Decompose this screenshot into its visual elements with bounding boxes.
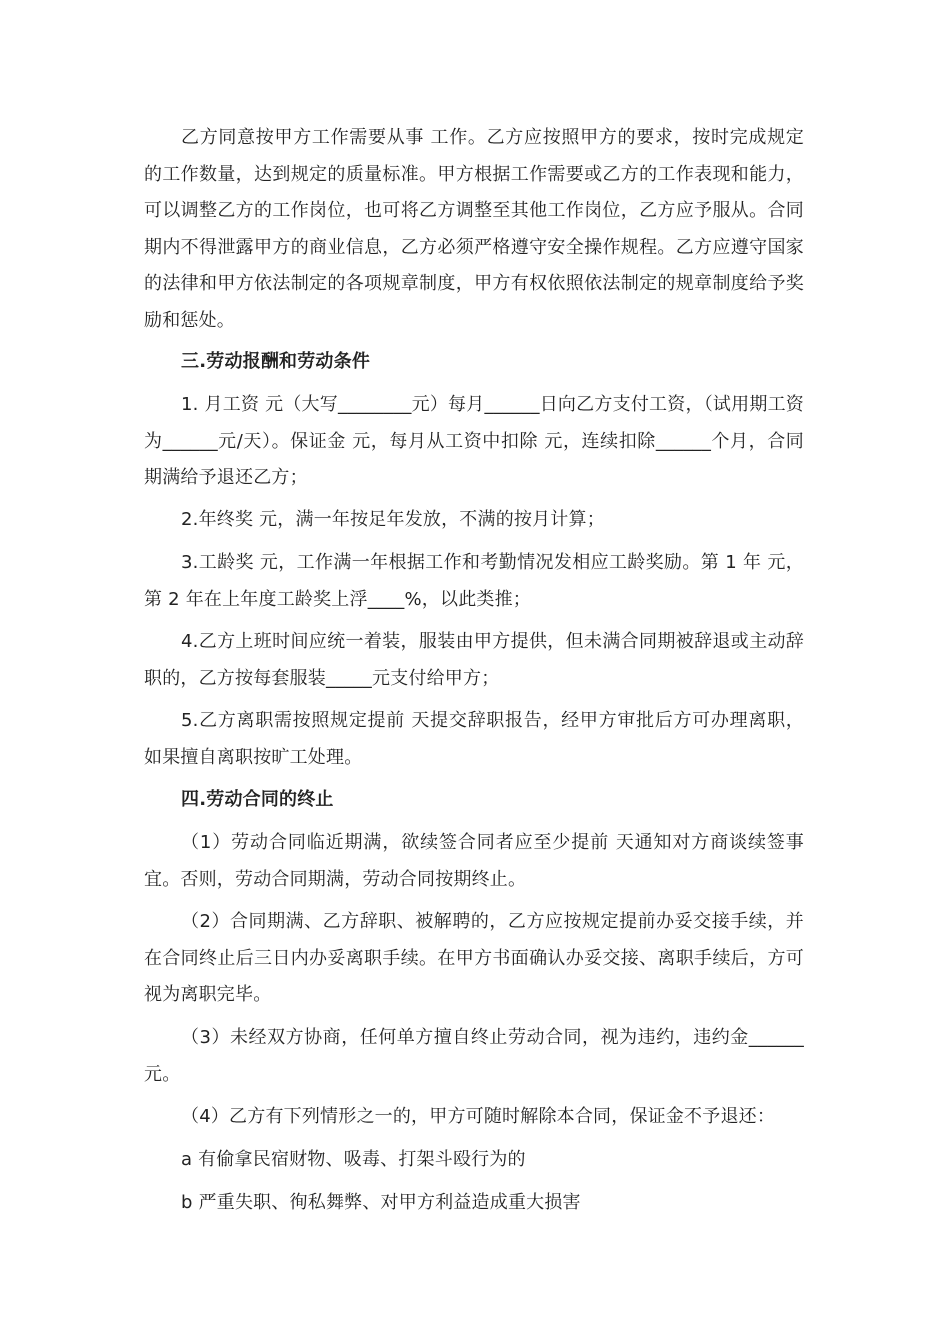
clause-4-3: （3）未经双方协商，任何单方擅自终止劳动合同，视为违约，违约金______元。 bbox=[144, 1027, 804, 1085]
paragraph-job-duties: 乙方同意按甲方工作需要从事 工作。乙方应按照甲方的要求，按时完成规定的工作数量，达到规定的质量标准。甲方根据工作需要或乙方的工作表现和能力，可以调整乙方的工作岗位，也可将乙方调整至其他工作岗位，乙方应予服从。合同期内不得泄露甲方的商业信息，乙方必须严格遵守安全操作规程。乙方应遵守国家的法律和甲方依法制定的各项规章制度，甲方有权依照依法制定的规章制度给予奖励和惩处。 bbox=[144, 127, 804, 331]
clause-3-5: 5.乙方离职需按照规定提前 天提交辞职报告，经甲方审批后方可办理离职，如果擅自离职按旷工处理。 bbox=[144, 710, 804, 768]
section-heading-3: 三.劳动报酬和劳动条件 bbox=[181, 351, 371, 372]
clause-3-4: 4.乙方上班时间应统一着装，服装由甲方提供，但未满合同期被辞退或主动辞职的，乙方按每套服装_____元支付给甲方； bbox=[144, 631, 804, 689]
clause-4-1: （1）劳动合同临近期满，欲续签合同者应至少提前 天通知对方商谈续签事宜。否则，劳动合同期满，劳动合同按期终止。 bbox=[144, 832, 804, 890]
clause-3-3: 3.工龄奖 元，工作满一年根据工作和考勤情况发相应工龄奖励。第 1 年 元，第 2 年在上年度工龄奖上浮____%，以此类推； bbox=[144, 552, 804, 610]
clause-3-1: 1. 月工资 元（大写________元）每月______日向乙方支付工资，（试用期工资为______元/天）。保证金 元，每月从工资中扣除 元，连续扣除______个月，合同期满给予退还乙方； bbox=[144, 394, 804, 488]
sub-item-b: b 严重失职、徇私舞弊、对甲方利益造成重大损害 bbox=[181, 1192, 581, 1213]
section-heading-4: 四.劳动合同的终止 bbox=[181, 789, 334, 810]
clause-4-4: （4）乙方有下列情形之一的，甲方可随时解除本合同，保证金不予退还： bbox=[181, 1106, 776, 1127]
sub-item-a: a 有偷拿民宿财物、吸毒、打架斗殴行为的 bbox=[181, 1149, 526, 1170]
clause-3-2: 2.年终奖 元，满一年按足年发放，不满的按月计算； bbox=[181, 509, 605, 530]
clause-4-2: （2）合同期满、乙方辞职、被解聘的，乙方应按规定提前办妥交接手续，并在合同终止后三日内办妥离职手续。在甲方书面确认办妥交接、离职手续后，方可视为离职完毕。 bbox=[144, 911, 804, 1005]
